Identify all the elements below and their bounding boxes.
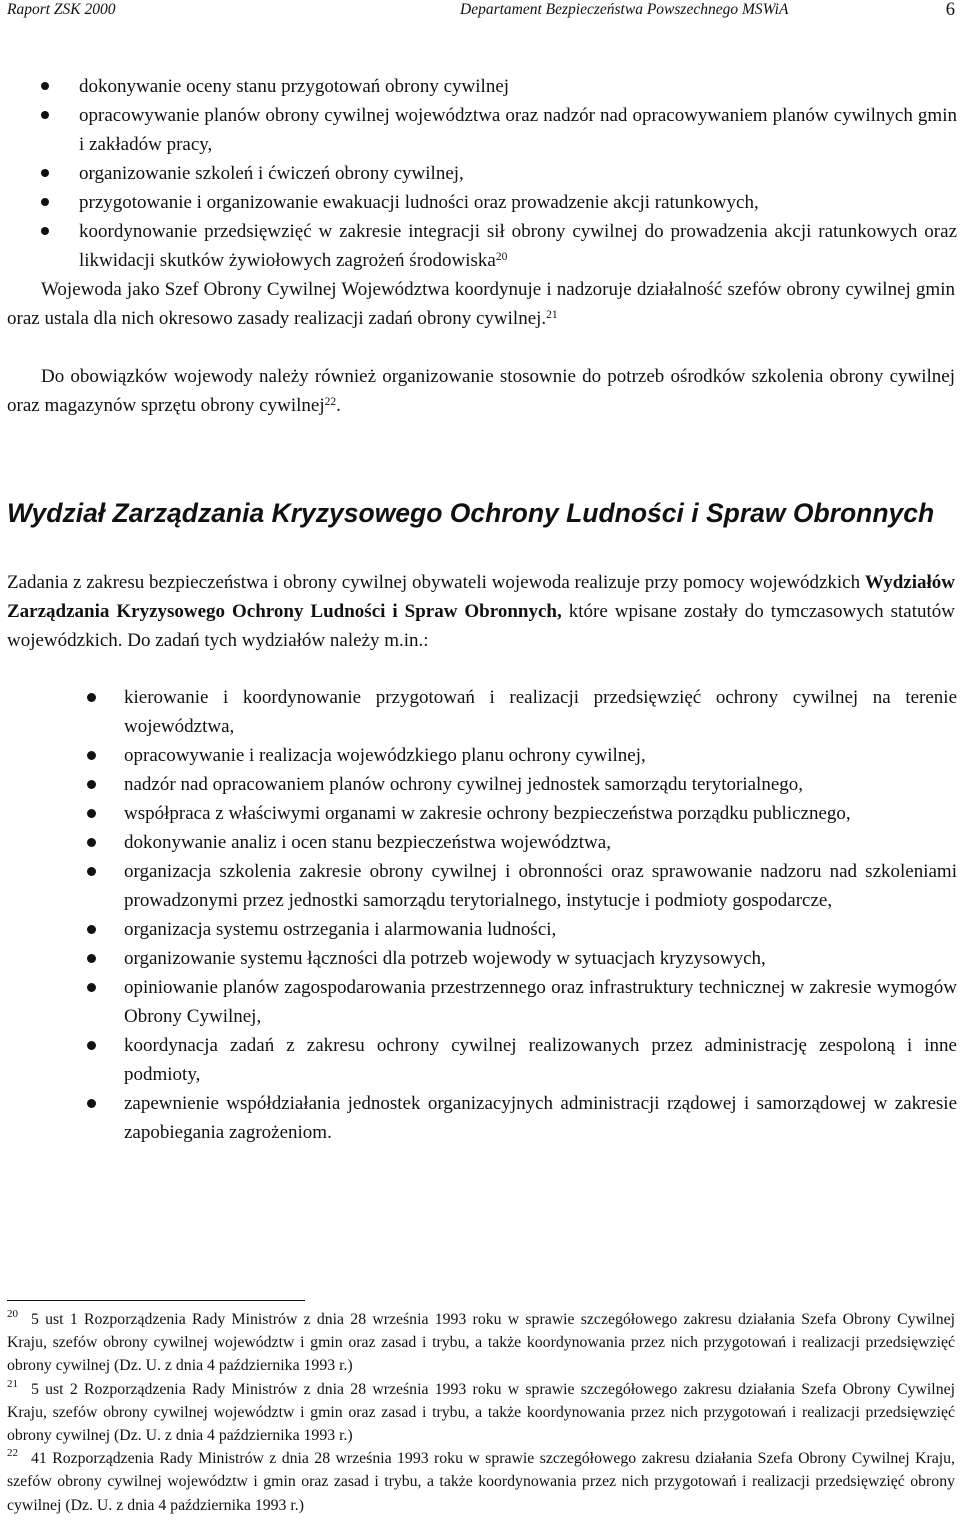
list-item: [7, 741, 957, 770]
footnote: [7, 1447, 955, 1517]
footnote-text: 5 ust 2 Rozporządzenia Rady Ministrów z dnia 28 września 1993 roku w sprawie szczegółowego zakresu działania Szefa Obrony Cywilnej Kraju, szefów obrony cywilnej województw i gmin oraz zasad i trybu, a także koordynowania przez nich przygotowań i realizacji przedsięwzięć obrony cywilnej (Dz. U. z dnia 4 października 1993 r.): [7, 1380, 955, 1445]
list-item: [7, 217, 957, 275]
list-item: [7, 770, 957, 799]
section-heading: Wydział Zarządzania Kryzysowego Ochrony Ludności i Spraw Obronnych: [7, 498, 935, 528]
list-item: [7, 799, 957, 828]
list-item-text: dokonywanie oceny stanu przygotowań obrony cywilnej: [79, 76, 510, 97]
page-number: 6: [945, 0, 955, 20]
footnote-ref: 22: [324, 396, 337, 408]
bullet-icon: [87, 867, 96, 876]
list-item-text: organizacja systemu ostrzegania i alarmowania ludności,: [124, 919, 557, 940]
list-item: [7, 101, 957, 159]
page-header: [7, 0, 957, 22]
footnote-ref: 21: [546, 309, 558, 321]
bullet-icon: [87, 983, 96, 992]
bullet-icon: [87, 693, 96, 702]
department-name: Departament Bezpieczeństwa Powszechnego MSWiA: [460, 1, 789, 18]
voivode-paragraph: [7, 275, 955, 333]
list-item: [7, 683, 957, 741]
list-item-text: kierowanie i koordynowanie przygotowań i realizacji przedsięwzięć ochrony cywilnej na terenie województwa,: [124, 687, 957, 737]
bullet-icon: [87, 1041, 96, 1050]
list-item: [7, 1031, 957, 1089]
bullet-icon: [87, 925, 96, 934]
bullet-icon: [41, 82, 49, 90]
list-item: [7, 915, 957, 944]
list-item: [7, 857, 957, 915]
paragraph-text: Wojewoda jako Szef Obrony Cywilnej Województwa koordynuje i nadzoruje działalność szefów obrony cywilnej gmin oraz ustala dla nich okresowo zasady realizacji zadań obrony cywilnej.: [7, 279, 955, 329]
list-item-text: organizacja szkolenia zakresie obrony cywilnej i obronności oraz sprawowanie nadzoru nad szkoleniami prowadzonymi przez jednostki samorządu terytorialnego, instytucje i podmioty gospodarcze,: [124, 861, 957, 911]
department-tasks-list: [7, 683, 957, 1147]
list-item-text: zapewnienie współdziałania jednostek organizacyjnych administracji rządowej i samorządowej w zakresie zapobiegania zagrożeniom.: [124, 1093, 957, 1143]
bullet-icon: [87, 780, 96, 789]
bullet-icon: [87, 751, 96, 760]
list-item-text: organizowanie systemu łączności dla potrzeb wojewody w sytuacjach kryzysowych,: [124, 948, 766, 969]
bullet-icon: [87, 838, 96, 847]
intro-text-1: Zadania z zakresu bezpieczeństwa i obrony cywilnej obywateli wojewoda realizuje przy pomocy wojewódzkich: [7, 572, 861, 593]
footnote: [7, 1308, 955, 1378]
list-item: [7, 72, 957, 101]
bullet-icon: [41, 227, 49, 235]
footnote-text: 41 Rozporządzenia Rady Ministrów z dnia 28 września 1993 roku w sprawie szczegółowego zakresu działania Szefa Obrony Cywilnej Kraju, szefów obrony cywilnej województw i gmin oraz zasad i trybu, a także koordynowania przez nich przygotowań i realizacji przedsięwzięć obrony cywilnej (Dz. U. z dnia 4 października 1993 r.): [7, 1450, 955, 1514]
report-title: Raport ZSK 2000: [7, 1, 116, 18]
bullet-icon: [41, 111, 49, 119]
list-item-text: organizowanie szkoleń i ćwiczeń obrony cywilnej,: [79, 163, 464, 184]
list-item-text: opracowywanie planów obrony cywilnej województwa oraz nadzór nad opracowywaniem planów cywilnych gmin i zakładów pracy,: [79, 105, 957, 155]
footnote-number: 22: [7, 1447, 18, 1460]
list-item-text: przygotowanie i organizowanie ewakuacji ludności oraz prowadzenie akcji ratunkowych,: [79, 192, 759, 213]
bullet-icon: [87, 954, 96, 963]
list-item: [7, 828, 957, 857]
list-item: [7, 188, 957, 217]
bullet-icon: [41, 169, 49, 177]
list-item: [7, 1089, 957, 1147]
list-item-text: opracowywanie i realizacja wojewódzkiego planu ochrony cywilnej,: [124, 745, 646, 766]
list-item-text: dokonywanie analiz i ocen stanu bezpieczeństwa województwa,: [124, 832, 611, 853]
footnote-separator: [7, 1300, 305, 1301]
list-item: [7, 159, 957, 188]
list-item: [7, 973, 957, 1031]
obligations-paragraph: [7, 362, 955, 420]
bullet-icon: [41, 198, 49, 206]
bullet-icon: [87, 1099, 96, 1108]
list-item-text: opiniowanie planów zagospodarowania przestrzennego oraz infrastruktury technicznej w zakresie wymogów Obrony Cywilnej,: [124, 977, 957, 1027]
list-item-text: współpraca z właściwymi organami w zakresie ochrony bezpieczeństwa porządku publicznego,: [124, 803, 851, 824]
list-item-text: nadzór nad opracowaniem planów ochrony cywilnej jednostek samorządu terytorialnego,: [124, 774, 804, 795]
footnote-ref: 20: [495, 251, 508, 263]
footnote-text: 5 ust 1 Rozporządzenia Rady Ministrów z dnia 28 września 1993 roku w sprawie szczegółowego zakresu działania Szefa Obrony Cywilnej Kraju, szefów obrony cywilnej województw i gmin oraz zasad i trybu, a także koordynowania przez nich przygotowań i realizacji przedsięwzięć obrony cywilnej (Dz. U. z dnia 4 października 1993 r.): [7, 1311, 955, 1375]
footnote-number: 20: [7, 1308, 18, 1320]
footnote-number: 21: [7, 1377, 18, 1390]
list-item-text: koordynowanie przedsięwzięć w zakresie integracji sił obrony cywilnej do prowadzenia akcji ratunkowych oraz likwidacji skutków żywiołowych zagrożeń środowiska: [79, 221, 957, 271]
intro-bold-text: Wydziałów Zarządzania Kryzysowego Ochrony Ludności i Spraw Obronnych,: [7, 572, 955, 622]
list-item-text: koordynacja zadań z zakresu ochrony cywilnej realizowanych przez administrację zespoloną i inne podmioty,: [124, 1035, 957, 1085]
intro-text-2: które wpisane zostały do tymczasowych statutów wojewódzkich. Do zadań tych wydziałów należy m.in.:: [7, 601, 955, 651]
list-item: [7, 944, 957, 973]
footnote: [7, 1378, 955, 1448]
footnotes: [7, 1308, 955, 1517]
civil-defense-duties-list: [7, 72, 957, 275]
paragraph-end: .: [336, 395, 341, 416]
paragraph-text: Do obowiązków wojewody należy również organizowanie stosownie do potrzeb ośrodków szkolenia obrony cywilnej oraz magazynów sprzętu obrony cywilnej: [7, 366, 955, 416]
bullet-icon: [87, 809, 96, 818]
intro-paragraph: [7, 568, 955, 655]
